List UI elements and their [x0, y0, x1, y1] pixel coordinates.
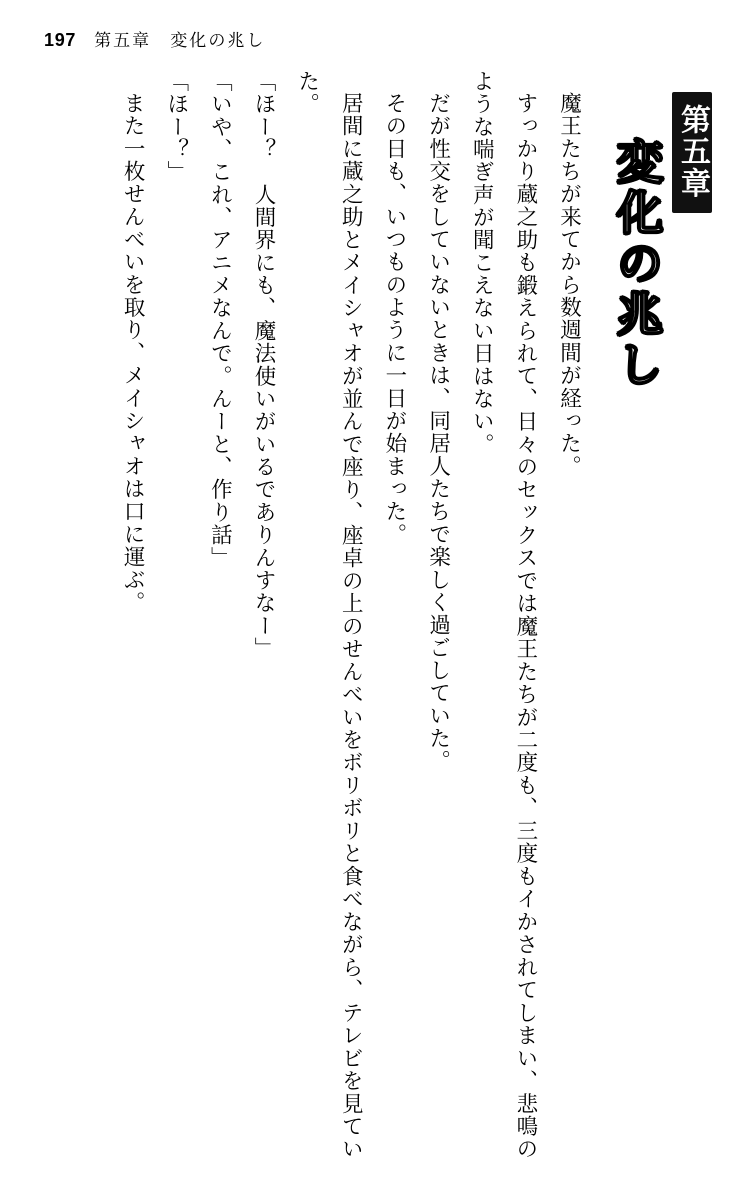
- paragraph: また一枚せんべいを取り、メイシャオは口に運ぶ。: [121, 91, 146, 614]
- chapter-number-badge: 第五章: [672, 92, 712, 213]
- paragraph: だが性交をしていないときは、同居人たちで楽しく過ごしていた。: [426, 91, 451, 772]
- paragraph: 居間に蔵之助とメイシャオが並んで座り、座卓の上のせんべいをボリボリと食べながら、テレビを見ていた。: [295, 70, 364, 1160]
- paragraph: 魔王たちが来てから数週間が経った。: [557, 91, 582, 478]
- paragraph: 「ほー？」: [164, 70, 189, 184]
- page-body: [0, 70, 752, 1190]
- running-head: [44, 26, 265, 51]
- paragraph: 「ほー？ 人間界にも、魔法使いがいるでありんすなー」: [252, 70, 276, 660]
- paragraph: その日も、いつものように一日が始まった。: [382, 91, 407, 546]
- paragraph: 「いや、これ、アニメなんで。んーと、作り話」: [208, 70, 233, 570]
- running-head-chapter: 第五章 変化の兆し: [94, 31, 266, 50]
- page-number: 197: [44, 30, 77, 50]
- chapter-title: 変化の兆し: [610, 138, 664, 391]
- chapter-heading: [610, 92, 716, 391]
- body-text: [110, 70, 590, 1160]
- paragraph: すっかり蔵之助も鍛えられて、日々のセックスでは魔王たちが二度も、三度もイかされてしまい、悲鳴のような喘ぎ声が聞こえない日はない。: [470, 70, 538, 1160]
